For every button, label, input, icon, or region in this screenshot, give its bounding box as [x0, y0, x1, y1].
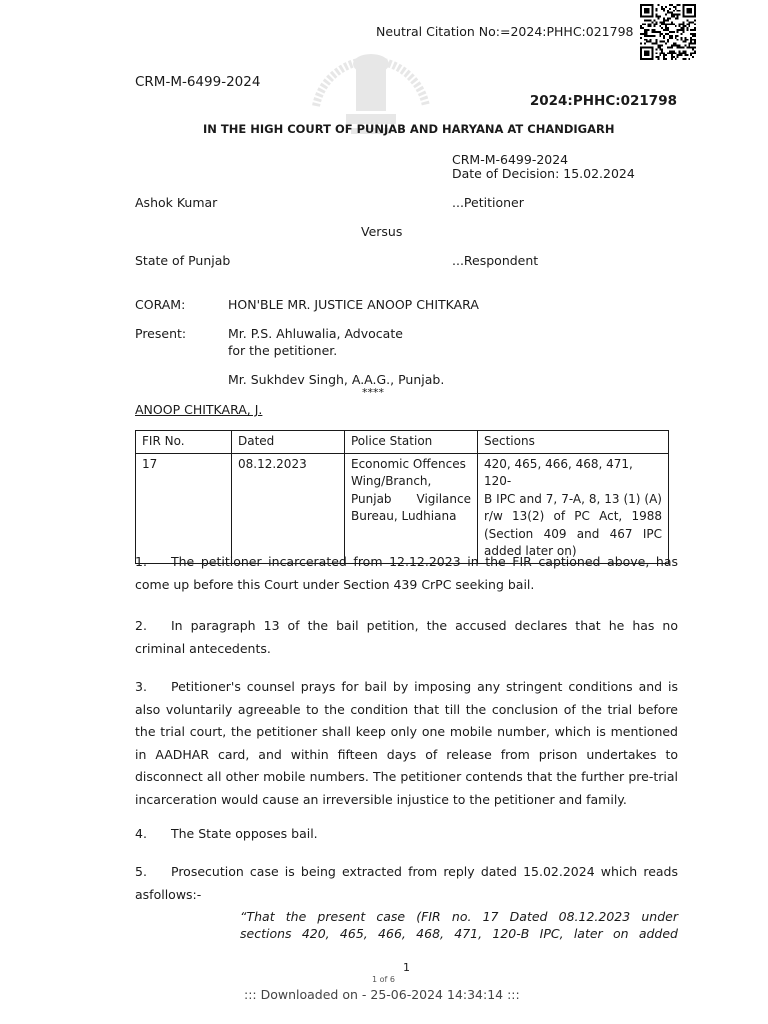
police-station-line: Wing/Branch,: [351, 474, 432, 488]
sections-line: added later on): [484, 544, 577, 558]
respondent-name: State of Punjab: [135, 253, 231, 268]
quote-line-1: “That the present case (FIR no. 17 Dated 08.12.2023 under: [240, 909, 678, 924]
case-number: CRM-M-6499-2024: [452, 152, 569, 167]
respondent-role: ...Respondent: [452, 253, 539, 268]
fir-details-table: [135, 430, 669, 564]
page-of-total: 1 of 6: [372, 975, 395, 984]
qr-code-icon: [640, 4, 696, 60]
present-counsel-state: Mr. Sukhdev Singh, A.A.G., Punjab.: [228, 372, 445, 387]
table-header-sections: Sections: [478, 431, 669, 454]
sections-line: (Section 409 and 467 IPC: [484, 526, 662, 541]
separator-stars: ****: [362, 386, 384, 399]
case-number-top: CRM-M-6499-2024: [135, 74, 261, 90]
cell-sections: [478, 453, 669, 563]
versus-label: Versus: [361, 224, 403, 239]
petitioner-role: ...Petitioner: [452, 195, 524, 210]
paragraph-text: In paragraph 13 of the bail petition, the accused declares that he has no criminal antecedents.: [135, 618, 678, 656]
police-station-line: Punjab Vigilance: [351, 491, 471, 506]
decision-date: Date of Decision: 15.02.2024: [452, 166, 635, 181]
coram-judge: HON'BLE MR. JUSTICE ANOOP CHITKARA: [228, 297, 479, 312]
paragraph-text: Prosecution case is being extracted from reply dated 15.02.2024 which reads asfollows:-: [135, 864, 678, 902]
police-station-line: Economic Offences: [351, 456, 466, 471]
police-station-line: Bureau, Ludhiana: [351, 509, 457, 523]
paragraph-5: [135, 861, 678, 906]
paragraph-text: The petitioner incarcerated from 12.12.2023 in the FIR captioned above, has come up before this Court under Section 439 CrPC seeking bail.: [135, 554, 678, 592]
present-label: Present:: [135, 326, 187, 341]
table-row: [136, 453, 669, 563]
table-header-police-station: Police Station: [345, 431, 478, 454]
coram-label: CORAM:: [135, 297, 186, 312]
sections-line: B IPC and 7, 7-A, 8, 13 (1) (A): [484, 491, 662, 506]
cell-dated: 08.12.2023: [232, 453, 345, 563]
table-header-dated: Dated: [232, 431, 345, 454]
present-for-petitioner: for the petitioner.: [228, 343, 338, 358]
neutral-citation: Neutral Citation No:=2024:PHHC:021798: [376, 24, 634, 39]
paragraph-number: 2.: [135, 618, 147, 633]
paragraph-number: 5.: [135, 864, 147, 879]
paragraph-3: [135, 676, 678, 812]
page-number: 1: [403, 961, 410, 974]
cell-fir-no: 17: [136, 453, 232, 563]
paragraph-text: Petitioner's counsel prays for bail by imposing any stringent conditions and is also voluntarily agreeable to the condition that till the conclusion of the trial before the trial court, the petitioner shall keep only one mobile number, which is mentioned in AADHAR card, and within fifteen days of release from prison undertakes to disconnect all other mobile numbers. The petitioner contends that the further pre-trial incarceration would cause an irreversible injustice to the petitioner and family.: [135, 679, 678, 807]
paragraph-4: [135, 823, 678, 846]
judge-signature: ANOOP CHITKARA, J.: [135, 402, 263, 417]
citation-bold: 2024:PHHC:021798: [529, 93, 677, 109]
paragraph-1: [135, 551, 678, 596]
paragraph-number: 3.: [135, 679, 147, 694]
petitioner-name: Ashok Kumar: [135, 195, 218, 210]
paragraph-number: 4.: [135, 826, 147, 841]
sections-line: 420, 465, 466, 468, 471, 120-: [484, 456, 633, 488]
paragraph-text: The State opposes bail.: [171, 826, 318, 841]
quote-line-2: sections 420, 465, 466, 468, 471, 120-B IPC, later on added: [240, 926, 678, 941]
court-title: IN THE HIGH COURT OF PUNJAB AND HARYANA AT CHANDIGARH: [203, 122, 615, 136]
paragraph-number: 1.: [135, 554, 147, 569]
table-header-row: [136, 431, 669, 454]
download-stamp: ::: Downloaded on - 25-06-2024 14:34:14 :::: [244, 987, 520, 1002]
present-counsel-petitioner: Mr. P.S. Ahluwalia, Advocate: [228, 326, 403, 341]
cell-police-station: [345, 453, 478, 563]
sections-line: r/w 13(2) of PC Act, 1988: [484, 509, 662, 523]
paragraph-2: [135, 615, 678, 660]
table-header-fir-no: FIR No.: [136, 431, 232, 454]
